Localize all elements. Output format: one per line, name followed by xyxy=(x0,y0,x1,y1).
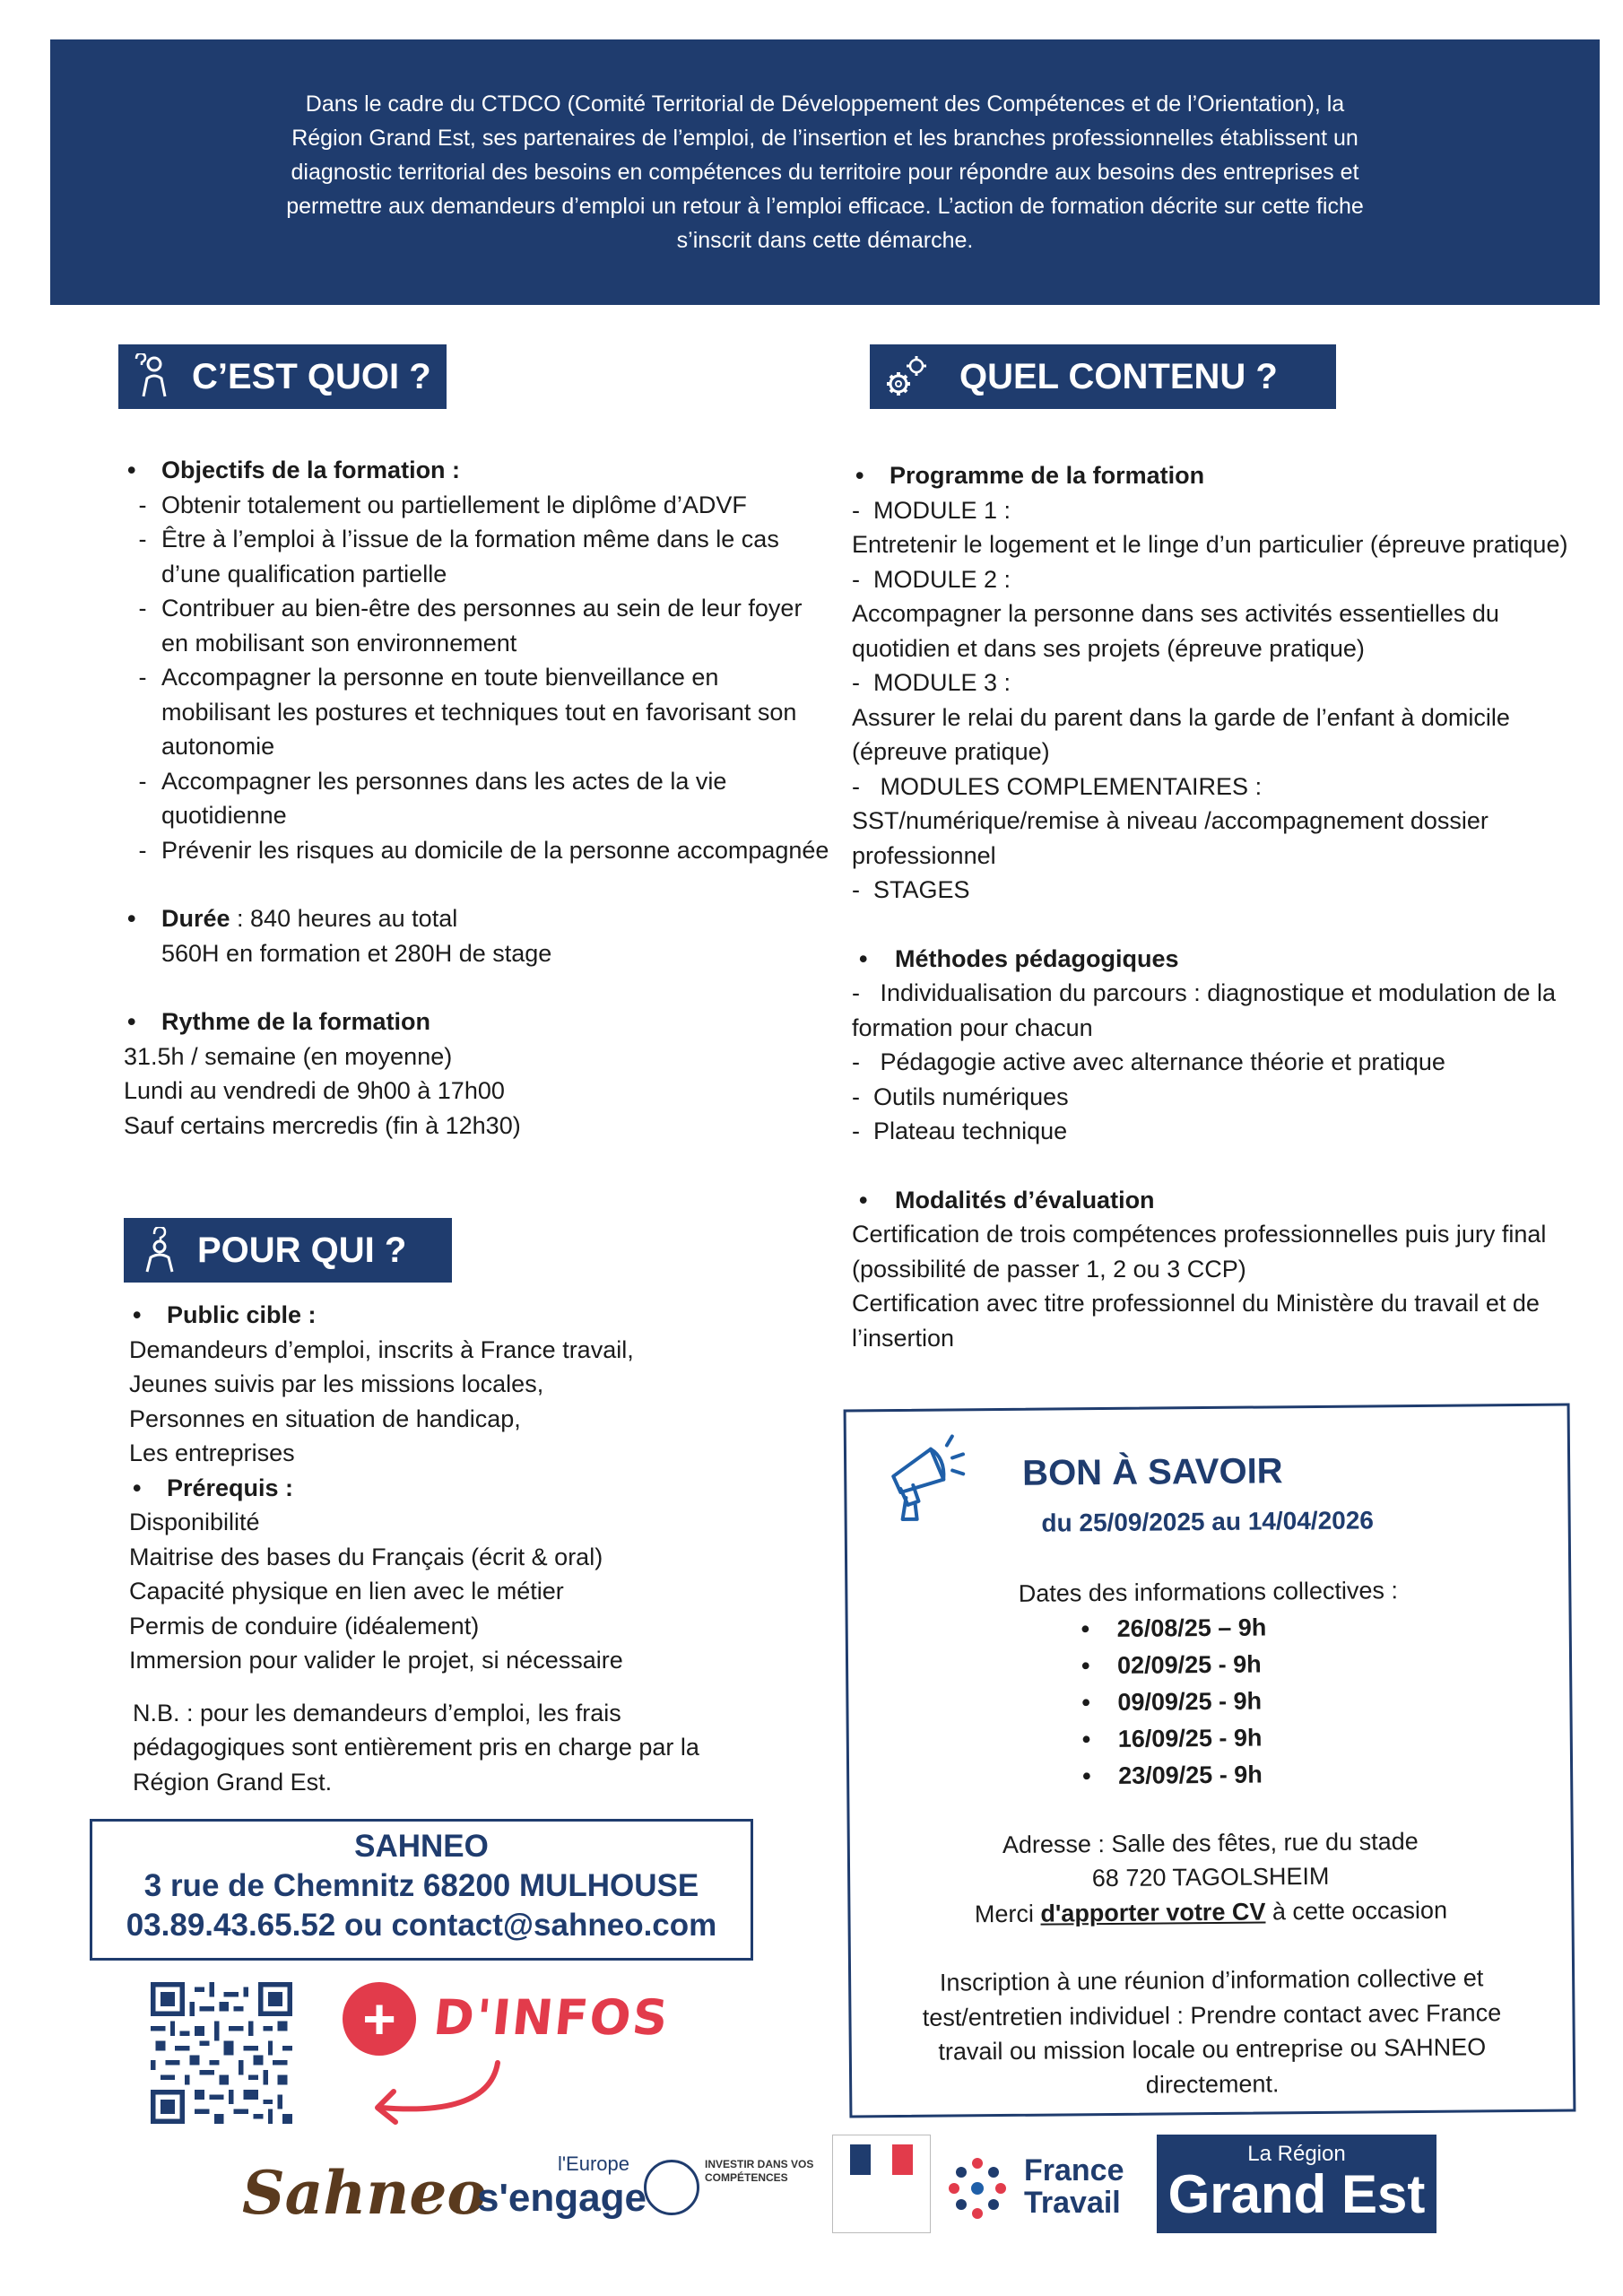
methode-line: - Pédagogie active avec alternance théorie et pratique xyxy=(852,1048,1445,1075)
objectifs-heading: • Objectifs de la formation : xyxy=(127,457,461,483)
address-line: 68 720 TAGOLSHEIM xyxy=(1091,1862,1330,1892)
pour-qui-title: POUR QUI ? xyxy=(197,1230,407,1270)
section-heading-cest-quoi xyxy=(118,344,447,409)
contact-phone-email[interactable]: 03.89.43.65.52 ou contact@sahneo.com xyxy=(126,1908,717,1943)
plus-infos-label: D'INFOS xyxy=(430,1989,673,2046)
stages-line: - STAGES xyxy=(852,876,970,903)
evaluation-line: Certification avec titre professionnel du Ministère du travail et de l’insertion xyxy=(852,1290,1540,1352)
prerequis-line: Immersion pour valider le projet, si nécessaire xyxy=(129,1647,623,1674)
methodes-heading: • Méthodes pédagogiques xyxy=(859,944,1179,972)
list-item: - Contribuer au bien-être des personnes au sein de leur foyer en mobilisant son environnement xyxy=(138,595,803,657)
cv-line: Merci d'apporter votre CV à cette occasion xyxy=(974,1896,1448,1927)
rythme-heading: • Rythme de la formation xyxy=(127,1008,431,1035)
bon-a-savoir-box xyxy=(844,1403,1576,2118)
list-item: • 02/09/25 - 9h xyxy=(1081,1649,1262,1679)
address-line: Adresse : Salle des fêtes, rue du stade xyxy=(1002,1827,1419,1858)
methode-line: - Individualisation du parcours : diagnostique et modulation de la formation pour chacun xyxy=(852,979,1556,1041)
quel-contenu-title: QUEL CONTENU ? xyxy=(959,356,1278,396)
module-name: - MODULES COMPLEMENTAIRES : xyxy=(852,772,1263,800)
list-item: - Accompagner la personne en toute bienveillance en mobilisant les postures et techniques tout en favorisant son autonomie xyxy=(138,664,797,760)
people-question-icon xyxy=(133,1223,187,1277)
list-item: - Accompagner les personnes dans les actes de la vie quotidienne xyxy=(138,767,727,829)
section-heading-pour-qui xyxy=(124,1218,452,1283)
evaluation-heading: • Modalités d’évaluation xyxy=(859,1186,1155,1213)
intro-banner xyxy=(50,39,1600,305)
pour-qui-content xyxy=(129,1298,838,1799)
contact-name: SAHNEO xyxy=(354,1829,489,1864)
public-line: Les entreprises xyxy=(129,1439,295,1466)
evaluation-line: Certification de trois compétences professionnelles puis jury final (possibilité de passer 1, 2 ou 3 CCP) xyxy=(852,1221,1547,1283)
gears-icon xyxy=(879,350,933,404)
duree-line: • Durée : 840 heures au total xyxy=(127,905,458,932)
curved-arrow-icon xyxy=(363,2054,507,2144)
prerequis-line: Disponibilité xyxy=(129,1509,260,1535)
public-line: Jeunes suivis par les missions locales, xyxy=(129,1370,544,1397)
prerequis-line: Capacité physique en lien avec le métier xyxy=(129,1578,564,1605)
module-name: - MODULE 3 : xyxy=(852,669,1011,696)
inscription-text: Inscription à une réunion d’information collective et test/entretien individuel : Prendre contact avec France travail ou mission locale ou entreprise ou SAHNEO directement. xyxy=(922,1964,1502,2099)
contact-address: 3 rue de Chemnitz 68200 MULHOUSE xyxy=(143,1868,699,1903)
bon-a-savoir-title: BON À SAVOIR xyxy=(1022,1451,1283,1493)
list-item: • 16/09/25 - 9h xyxy=(1081,1723,1263,1752)
module-desc: Entretenir le logement et le linge d’un particulier (épreuve pratique) xyxy=(852,531,1568,558)
list-item: • 26/08/25 – 9h xyxy=(1081,1613,1267,1642)
person-question-icon xyxy=(127,350,181,404)
module-desc: SST/numérique/remise à niveau /accompagnement dossier professionnel xyxy=(852,807,1488,869)
methode-line: - Plateau technique xyxy=(852,1118,1068,1144)
public-heading: • Public cible : xyxy=(133,1301,317,1328)
prerequis-line: Maitrise des bases du Français (écrit & oral) xyxy=(129,1543,603,1570)
module-name: - MODULE 1 : xyxy=(852,496,1011,524)
france-travail-logo: France Travail xyxy=(1024,2153,1124,2220)
public-line: Demandeurs d’emploi, inscrits à France travail, xyxy=(129,1335,634,1363)
module-name: - MODULE 2 : xyxy=(852,565,1011,593)
info-dates-list xyxy=(1081,1606,1571,1795)
sahneo-logo: Sahneo xyxy=(242,2158,487,2228)
france-travail-dots-icon xyxy=(942,2152,1013,2224)
seal-icon xyxy=(644,2160,699,2215)
list-item: • 09/09/25 - 9h xyxy=(1081,1686,1263,1716)
duree-detail: 560H en formation et 280H de stage xyxy=(161,939,552,967)
public-line: Personnes en situation de handicap, xyxy=(129,1405,521,1432)
rythme-line: Sauf certains mercredis (fin à 12h30) xyxy=(124,1111,521,1139)
list-item: - Obtenir totalement ou partiellement le diplôme d’ADVF xyxy=(138,491,747,518)
republique-francaise-logo xyxy=(832,2135,931,2233)
list-item: - Être à l’emploi à l’issue de la formation même dans le cas d’une qualification partielle xyxy=(138,526,779,587)
methode-line: - Outils numériques xyxy=(852,1083,1069,1110)
bon-a-savoir-body xyxy=(847,1571,1573,2104)
contact-box xyxy=(90,1819,753,1961)
list-item: • 23/09/25 - 9h xyxy=(1082,1760,1263,1789)
qr-code[interactable] xyxy=(151,1982,292,2124)
prerequis-heading: • Prérequis : xyxy=(133,1474,294,1501)
rythme-line: 31.5h / semaine (en moyenne) xyxy=(124,1042,453,1070)
plus-icon: + xyxy=(343,1982,416,2056)
cest-quoi-title: C’EST QUOI ? xyxy=(192,356,431,396)
cest-quoi-content xyxy=(124,453,832,1143)
module-desc: Accompagner la personne dans ses activités essentielles du quotidien et dans ses projets (épreuve pratique) xyxy=(852,600,1499,662)
quel-contenu-content xyxy=(852,458,1569,1355)
section-heading-quel-contenu xyxy=(870,344,1336,409)
list-item: - Prévenir les risques au domicile de la personne accompagnée xyxy=(138,836,829,864)
partner-logos xyxy=(0,2135,1623,2269)
module-desc: Assurer le relai du parent dans la garde de l’enfant à domicile (épreuve pratique) xyxy=(852,703,1510,765)
prerequis-line: Permis de conduire (idéalement) xyxy=(129,1612,480,1639)
rythme-line: Lundi au vendredi de 9h00 à 17h00 xyxy=(124,1077,505,1104)
europe-sengage-logo: l'Europe s'engage xyxy=(477,2152,647,2220)
nb-note: N.B. : pour les demandeurs d’emploi, les frais pédagogiques sont entièrement pris en charge par la Région Grand Est. xyxy=(133,1699,699,1796)
region-grand-est-logo: La Région Grand Est xyxy=(1157,2135,1436,2233)
intro-text: Dans le cadre du CTDCO (Comité Territorial de Développement des Compétences et de l’Orientation), la Région Grand Est, ses partenaires de l’emploi, de l’insertion et les branches professionnelles établissent un diagnostic territorial des besoins en compétences du territoire pour répondre aux besoins des entreprises et permettre aux demandeurs d’emploi un retour à l’emploi efficace. L’action de formation décrite sur cette fiche s’inscrit dans cette démarche. xyxy=(286,91,1364,253)
investir-logo: INVESTIR DANS VOS COMPÉTENCES xyxy=(705,2158,814,2184)
session-dates: du 25/09/2025 au 14/04/2026 xyxy=(1041,1506,1375,1537)
info-dates-label: Dates des informations collectives : xyxy=(1018,1577,1399,1607)
programme-heading: • Programme de la formation xyxy=(855,462,1205,489)
